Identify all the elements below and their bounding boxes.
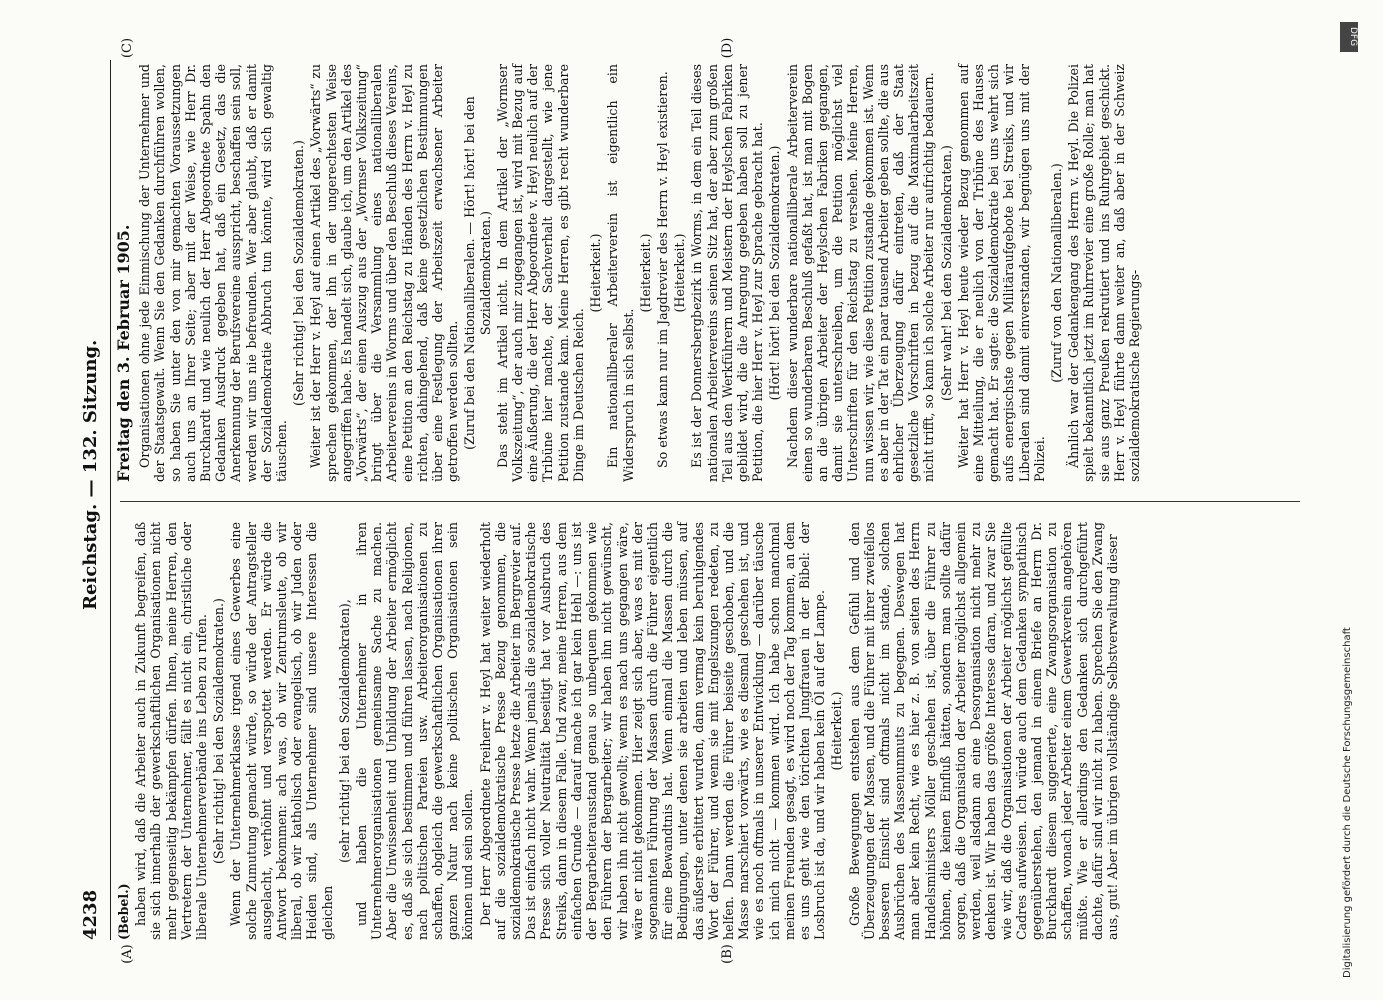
interjection: (Heiterkeit.) — [672, 233, 688, 313]
session-title: Reichstag. — 132. Sitzung. — [80, 339, 101, 610]
header-rule — [110, 60, 111, 940]
interjection: (sehr richtig! bei den Sozialdemokraten), — [336, 599, 352, 863]
paragraph: Der Herr Abgeordnete Freiherr v. Heyl hat weiter wiederholt auf die sozialdemokratische Presse Bezug genommen, die sozialdemokratische Presse hetze die Arbeiter im Bergrevier auf. Das ist einfach nicht wahr. Wenn jemals die sozialdemokratische Presse sich voller Neutralität beseitigt hat vor Ausbruch des Streiks, dann in diesem Falle. Und zwar, meine Herren, aus dem einfachen Grunde — darauf mache ich gar kein Hehl —: uns ist der Bergarbeiterausstand genau so unbequem gekommen wie den Führern der Bergarbeiter; wir haben ihn nicht gewünscht, wir haben ihn nicht gewollt; wenn es nach uns gegangen wäre, wäre er nicht gekommen. Hier zeigt sich aber, was es mit der sogenannten Führung der Massen durch die Führer eigentlich für eine Bewandtnis hat. Wenn einmal die Massen durch die Bedingungen, unter denen sie arbeiten und leben müssen, auf das äußerste erbittert wurden, dann vermag kein beruhigendes Wort der Führer, und wenn sie mit Engelszungen redeten, zu helfen. Dann werden die Führer beiseite geschoben, und die Masse marschiert vorwärts, wie es diesmal geschehen ist, und wie es noch oftmals in unserer Entwicklung — darüber täusche ich mich nicht — kommen wird. Ich habe schon manchmal meinen Freunden gesagt, es wird noch der Tag kommen, an dem es uns geht wie den törichten Jungfrauen in der Bibel: der Losbruch ist da, und wir haben kein Öl auf der Lampe. — [477, 522, 828, 940]
interjection: (Sehr richtig! bei den Sozialdemokraten.) — [211, 598, 227, 864]
right-column — [114, 64, 1142, 482]
speaker-name: (Bebel.) — [116, 883, 131, 940]
dfg-logo: DFG — [1340, 22, 1358, 52]
column-separator — [120, 501, 1300, 502]
left-column — [116, 522, 1120, 940]
paragraph: Das steht im Artikel nicht. In dem Artikel der „Wormser Volkszeitung“, der auch mir zugegangen ist, wird mit Bezug auf eine Äußerung, die der Herr Abgeordnete v. Heyl neulich auf der Tribüne hier machte, der Sachverhalt dargestellt, wie jene Petition zustande kam. Meine Herren, es gibt recht wunderbare Dinge im Deutschen Reich. — [494, 64, 586, 482]
interjection: (Sehr richtig! bei den Sozialdemokraten.) — [291, 140, 307, 406]
paragraph: Wenn der Unternehmerklasse irgend eines Gewerbes eine solche Zumutung gemacht würde, so würde der Antragsteller ausgelacht, verhöhnt und verspottet werden. Er würde die Antwort bekommen: ach was, ob wir Zentrumsleute, ob wir liberal, ob wir katholisch oder evangelisch, ob wir Juden oder Heiden sind, als Unternehmer sind unsere Interessen die gleichen — [228, 522, 335, 940]
interjection: (Zuruf von den Nationalliberalen.) — [1048, 163, 1064, 383]
margin-marker-a: (A) — [120, 944, 135, 964]
paragraph: So etwas kann nur im Jagdrevier des Herrn v. Heyl existieren. — [654, 71, 670, 468]
margin-marker-c: (C) — [120, 37, 135, 59]
page-number: 4238 — [80, 889, 101, 940]
interjection: (Sehr wahr! bei den Sozialdemokraten.) — [938, 145, 954, 401]
paragraph: und haben die Unternehmer in ihren Unternehmerorganisationen gemeinsame Sache zu machen. Aber die Unwissenheit und Unbildung der Arbeiter ermöglicht es, daß sie sich bestimmen und führen lassen, nach Religionen, nach politischen Parteien usw. Arbeiterorganisationen zu schaffen, obgleich die gewerkschaftlichen Organisationen ihrer ganzen Natur nach keine politischen Organisationen sein können und sein sollen. — [354, 522, 476, 940]
interjection: (Heiterkeit.) — [829, 691, 845, 771]
paragraph: Große Bewegungen entstehen aus dem Gefühl und den Überzeugungen der Massen, und die Führer mit ihrer zweifellos besseren Einsicht sind oftmals nicht im stande, solchen Ausbrüchen des Massenunmuts zu begegnen. Deswegen hat man aber kein Recht, wie es hier z. B. von seiten des Herrn Handelsministers Möller geschehen ist, über die Führer zu höhnen, die keinen Einfluß hätten, sondern man sollte dafür sorgen, daß die Organisation der Arbeiter möglichst allgemein werden, weil alsdann an eine Desorganisation nicht mehr zu denken ist. Wir haben das größte Interesse daran, und zwar Sie wie wir, daß die Organisationen der Arbeiter möglichst gefüllte Cadres aufweisen. Ich würde auch dem Gedanken sympathisch gegenüberstehen, den jemand in einem Briefe an Herrn Dr. Burckhardt diesem suggerierte, eine Zwangsorganisation zu schaffen, wonach jeder Arbeiter einem Gewerkverein angehören müßte. Wie er allerdings den Gedanken sich durchgeführt dachte, dafür sind wir nicht zu haben. Sprechen Sie den Zwang aus, gut! Aber im übrigen vollständige Selbstverwaltung dieser — [846, 522, 1120, 940]
digitization-credit: Digitalisierung gefördert durch die Deutsche Forschungsgemeinschaft — [1342, 627, 1353, 978]
margin-marker-b: (B) — [720, 944, 735, 964]
paragraph: Organisationen ohne jede Einmischung der Unternehmer und der Staatsgewalt. Wenn Sie den Gedanken durchführen wollen, so haben Sie unter den von mir gemachten Voraussetzungen auch uns an Ihrer Seite; aber mit der Weise, wie Herr Dr. Burckhardt und wie neulich der Herr Abgeordnete Spahn den Gedanken Ausdruck gegeben hat, daß ein Gesetz, das die Anerkennung der Berufsvereine ausspricht, beschaffen sein soll, werden wir uns nie befreunden. Wer aber glaubt, daß er damit der Sozialdemokratie Abbruch tun könnte, wird sich gewaltig täuschen. — [137, 64, 290, 482]
interjection: (Heiterkeit.) — [637, 233, 653, 313]
running-header — [80, 60, 108, 940]
paragraph: haben wird, daß die Arbeiter auch in Zukunft begreifen, daß sie sich innerhalb der gewerkschaftlichen Organisationen nicht mehr gegenseitig bekämpfen dürfen. Ihnen, meine Herren, den Vertretern der Unternehmer, fällt es nicht ein, christliche oder liberale Unternehmerverbände ins Leben zu rufen. — [133, 522, 210, 940]
side-credit-strip — [1336, 18, 1362, 978]
paragraph: Nachdem dieser wunderbare nationalliberale Arbeiterverein einen so wunderbaren Beschluß gefaßt hat, ist man mit Bogen an die übrigen Arbeiter der Heylschen Fabriken gegangen, damit sie unterschreiben, um die Petition möglichst viel Unterschriften für den Reichstag zu versehen. Meine Herren, nun wissen wir, wie diese Petition zustande gekommen ist. Wenn es aber in der Tat ein paar tausend Arbeiter geben sollte, die aus ehrlicher Überzeugung dafür eintreten, daß der Staat gesetzliche Vorschriften in bezug auf die Maximalarbeitszeit nicht trifft, so kann ich solche Arbeiter nur aufrichtig bedauern. — [784, 64, 937, 482]
interjection: (Zuruf bei den Nationalliberalen. — Hört! hört! bei den Sozialdemokraten.) — [462, 96, 493, 450]
margin-marker-d: (D) — [720, 37, 735, 59]
paragraph: Weiter hat Herr v. Heyl heute wieder Bezug genommen auf eine Mitteilung, die er neulich von der Tribüne des Hauses gemacht hat. Er sagte: die Sozialdemokratie bei uns wehrt sich aufs energischste gegen Militäraufgebote bei Streiks, und wir Liberalen sind damit einverstanden, wir begnügen uns mit der Polizei. — [955, 64, 1047, 482]
interjection: (Hört! hört! bei den Sozialdemokraten.) — [767, 145, 783, 401]
paragraph: Ein nationalliberaler Arbeiterverein ist eigentlich ein Widerspruch in sich selbst. — [605, 64, 636, 482]
interjection: (Heiterkeit.) — [588, 233, 604, 313]
date-line: Freitag den 3. Februar 1905. — [114, 224, 133, 482]
paragraph: Ähnlich war der Gedankengang des Herrn v. Heyl. Die Polizei spielt bekanntlich jetzt im Ruhrrevier eine große Rolle; man hat sie aus ganz Preußen rekrutiert und ins Ruhrgebiet geschickt. Herr v. Heyl führte dann weiter an, daß aber in der Schweiz sozialdemokratische Regierungs- — [1066, 64, 1142, 482]
paragraph: Weiter ist der Herr v. Heyl auf einen Artikel des „Vorwärts“ zu sprechen gekommen, der ihn in der ungerechtesten Weise angegriffen habe. Es handelt sich, glaube ich, um den Artikel des „Vorwärts“, der einen Auszug aus der „Wormser Volkszeitung“ bringt über die Versammlung eines nationalliberalen Arbeitervereins in Worms und über den Beschluß dieses Vereins, eine Petition an den Reichstag zu Händen des Herrn v. Heyl zu richten, dahingehend, daß keine gesetzlichen Bestimmungen über eine Festlegung der Arbeitszeit erwachsener Arbeiter getroffen werden sollten. — [308, 64, 461, 482]
paragraph: Es ist der Donnersbergbezirk in Worms, in dem ein Teil dieses nationalen Arbeitervereins seinen Sitz hat, der aber zum großen Teil aus den Werkführern und Meistern der Heylschen Fabriken gebildet wird, die die Anregung gegeben haben soll zu jener Petition, die hier Herr v. Heyl zur Sprache gebracht hat. — [689, 64, 766, 482]
